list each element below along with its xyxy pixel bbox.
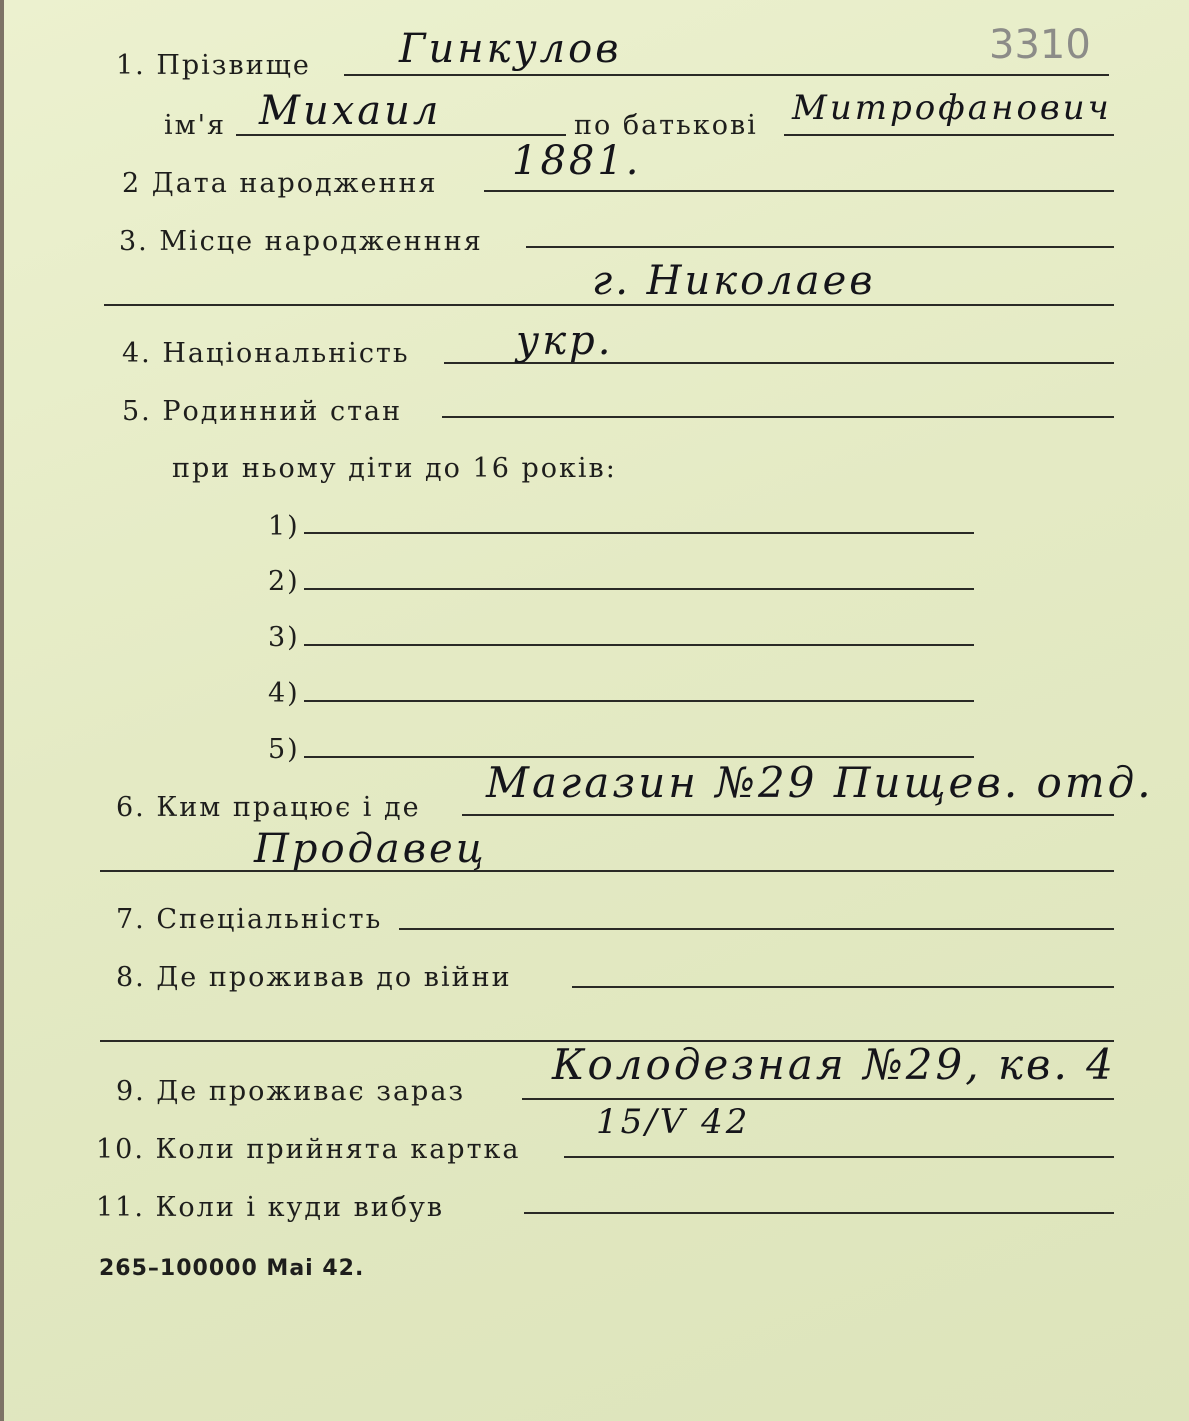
child-2-label: 2) [268, 566, 300, 597]
patronymic-value: Митрофанович [792, 88, 1112, 128]
child-1-label: 1) [268, 511, 300, 542]
employment-line [462, 814, 1114, 816]
surname-value: Гинкулов [399, 26, 622, 72]
surname-label: 1. Прізвище [116, 50, 311, 81]
specialty-line [399, 928, 1114, 930]
child-3-line [304, 644, 974, 646]
current-residence-line [522, 1098, 1114, 1100]
birth-date-line [484, 190, 1114, 192]
employment-line-2 [100, 870, 1114, 872]
child-5-label: 5) [268, 734, 300, 765]
current-residence-value: Колодезная №29, кв. 4 [552, 1040, 1116, 1089]
birth-date-label: 2 Дата народження [122, 168, 438, 199]
card-accepted-line [564, 1156, 1114, 1158]
birth-place-label: 3. Місце народженння [119, 226, 483, 257]
surname-line [344, 74, 1109, 76]
departure-line [524, 1212, 1114, 1214]
employment-value: Магазин №29 Пищев. отд. [486, 758, 1154, 807]
specialty-label: 7. Спеціальність [116, 904, 383, 935]
children-label: при ньому діти до 16 років: [172, 453, 617, 484]
patronymic-label: по батькові [574, 110, 758, 141]
first-name-value: Михаил [259, 88, 442, 134]
prewar-residence-line [572, 986, 1114, 988]
child-3-label: 3) [268, 622, 300, 653]
marital-status-line [442, 416, 1114, 418]
print-code: 265–100000 Маі 42. [99, 1256, 365, 1281]
occupation-value: Продавец [254, 826, 487, 872]
card-accepted-value: 15/V 42 [596, 1102, 751, 1142]
marital-status-label: 5. Родинний стан [122, 396, 403, 427]
archive-number: 3310 [989, 22, 1091, 68]
child-4-line [304, 700, 974, 702]
current-residence-label: 9. Де проживає зараз [116, 1076, 466, 1107]
birth-date-value: 1881. [512, 138, 642, 184]
first-name-label: ім'я [164, 110, 227, 141]
nationality-value: укр. [516, 318, 614, 364]
birth-place-line [526, 246, 1114, 248]
employment-label: 6. Ким працює і де [116, 792, 421, 823]
first-name-line [236, 134, 566, 136]
nationality-label: 4. Національність [122, 338, 410, 369]
birth-place-line-2 [104, 304, 1114, 306]
departure-label: 11. Коли і куди вибув [96, 1192, 445, 1223]
birth-place-value: г. Николаев [592, 258, 876, 304]
child-4-label: 4) [268, 678, 300, 709]
child-2-line [304, 588, 974, 590]
card-accepted-label: 10. Коли прийнята картка [96, 1134, 521, 1165]
child-1-line [304, 532, 974, 534]
patronymic-line [784, 134, 1114, 136]
prewar-residence-label: 8. Де проживав до війни [116, 962, 512, 993]
